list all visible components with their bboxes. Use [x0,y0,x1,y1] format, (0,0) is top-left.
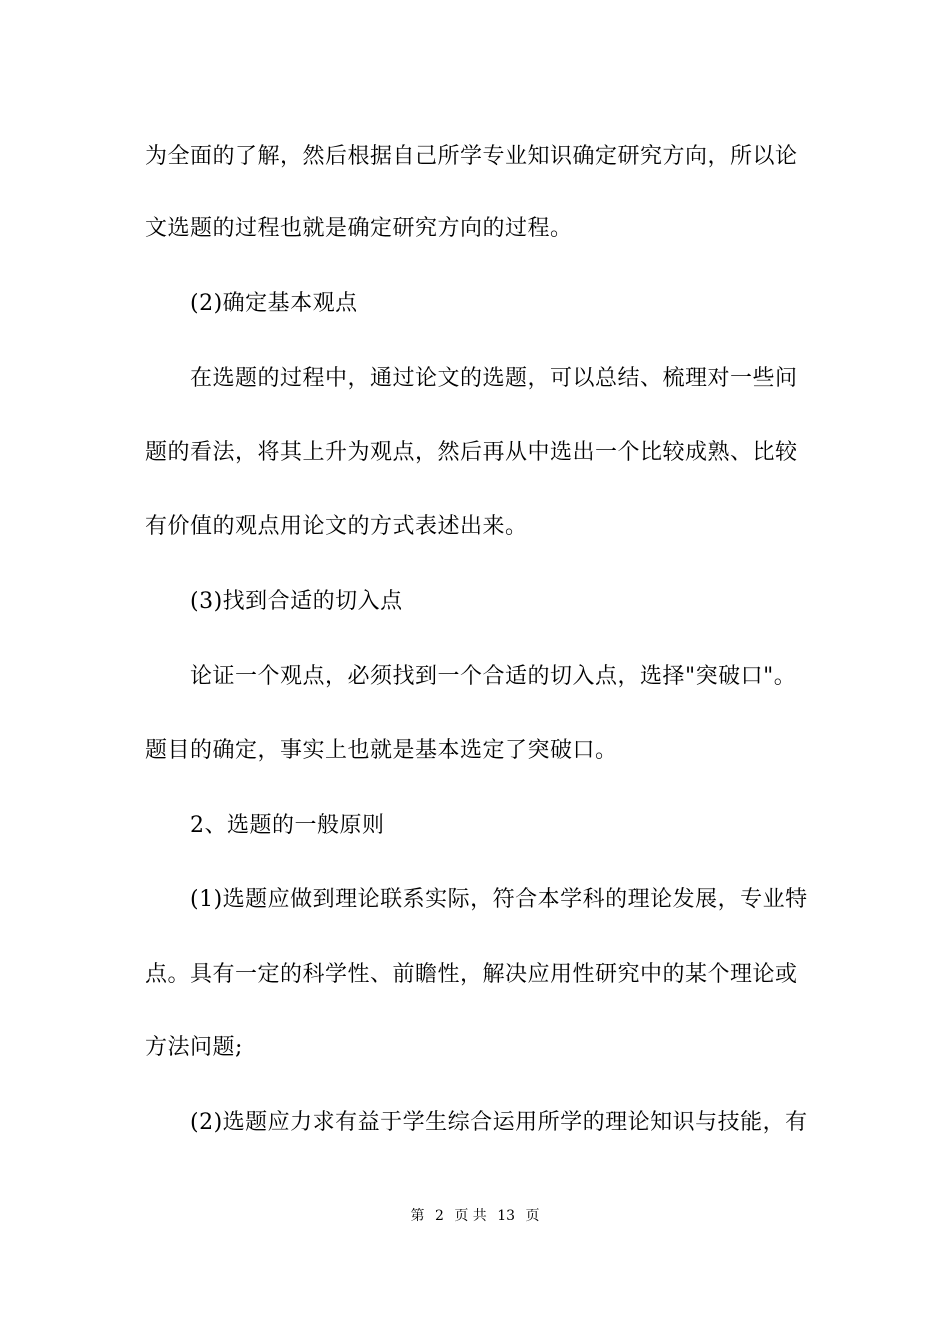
section-heading: (3)找到合适的切入点 [190,589,403,614]
text-line: (1)选题应做到理论联系实际，符合本学科的理论发展，专业特 [190,887,808,912]
footer-total-pages: 13 [497,1208,516,1224]
text-line: 为全面的了解，然后根据自己所学专业知识确定研究方向，所以论 [145,144,798,169]
footer-middle: 页 共 [454,1208,487,1224]
page-footer [0,1206,950,1226]
text-line: 点。具有一定的科学性、前瞻性，解决应用性研究中的某个理论或 [145,962,798,987]
text-line: 有价值的观点用论文的方式表述出来。 [145,514,528,539]
section-heading: (2)确定基本观点 [190,291,358,316]
text-line: 论证一个观点，必须找到一个合适的切入点，选择"突破口"。 [190,664,797,689]
text-line: 方法问题; [145,1035,243,1060]
text-line: 文选题的过程也就是确定研究方向的过程。 [145,216,573,241]
text-line: 在选题的过程中，通过论文的选题，可以总结、梳理对一些问 [190,366,798,391]
footer-page-number: 2 [434,1208,444,1224]
text-line: 题目的确定，事实上也就是基本选定了突破口。 [145,738,618,763]
text-line: 题的看法，将其上升为观点，然后再从中选出一个比较成熟、比较 [145,440,798,465]
footer-suffix: 页 [525,1208,540,1224]
footer-prefix: 第 [410,1208,425,1224]
section-heading: 2、选题的一般原则 [190,813,385,838]
text-line: (2)选题应力求有益于学生综合运用所学的理论知识与技能，有 [190,1110,808,1135]
